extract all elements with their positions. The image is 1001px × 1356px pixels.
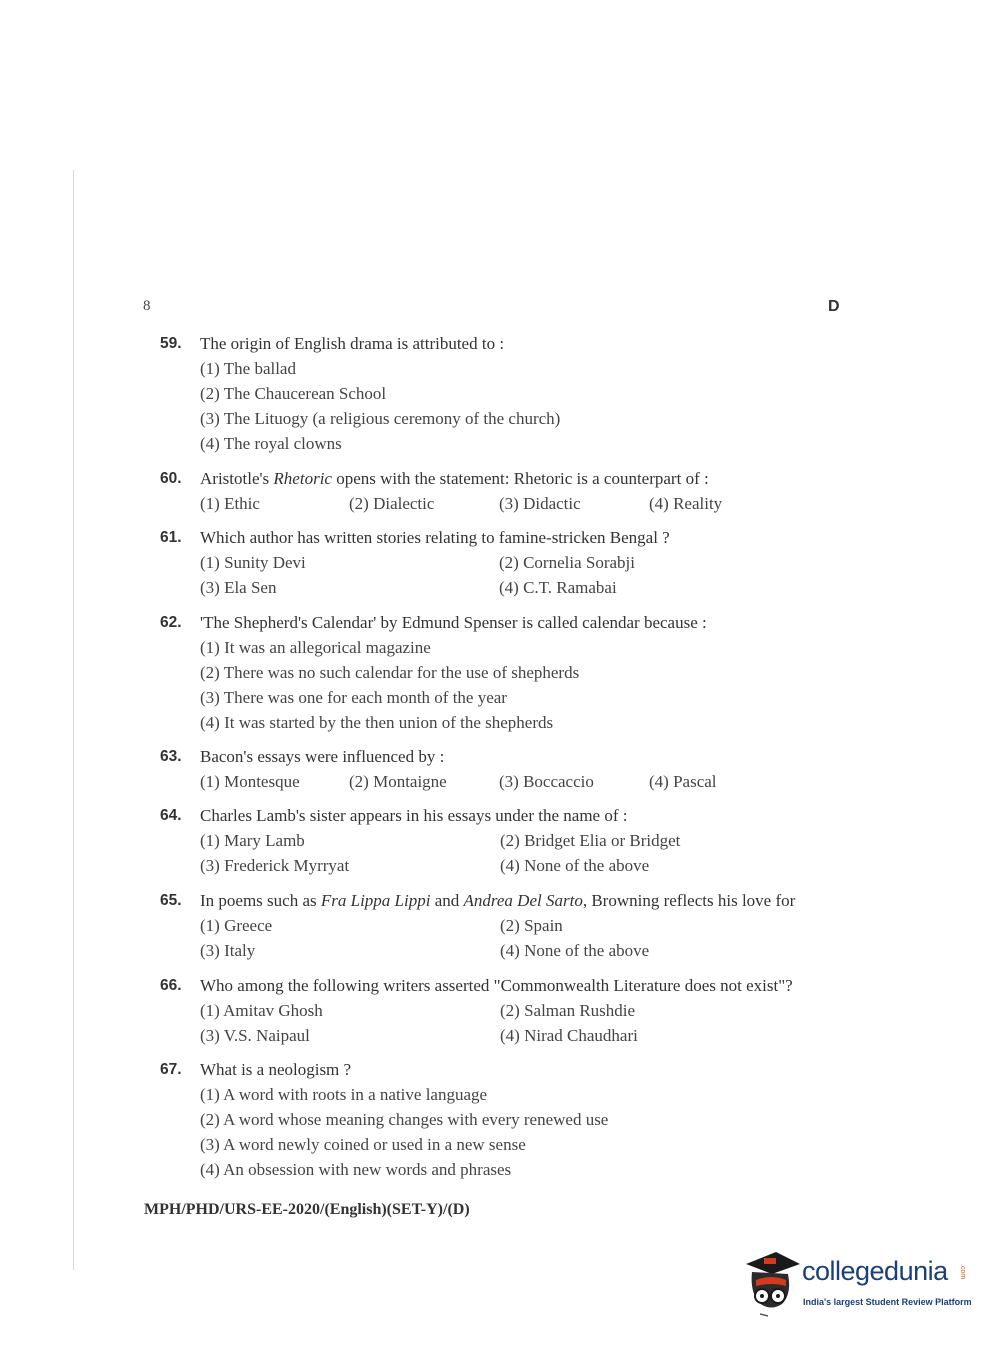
option: (2) Spain — [500, 916, 563, 935]
option: (4) It was started by the then union of the shepherds — [200, 713, 554, 732]
question-number: 61. — [160, 529, 182, 546]
question-number: 62. — [160, 614, 182, 631]
option: (2) Montaigne — [349, 772, 447, 791]
question-text: Which author has written stories relating to famine-stricken Bengal ? — [200, 528, 670, 547]
question-number: 65. — [160, 892, 182, 909]
option: (2) Bridget Elia or Bridget — [500, 831, 681, 850]
option: (4) None of the above — [500, 856, 650, 875]
option: (3) A word newly coined or used in a new sense — [200, 1135, 526, 1154]
option: (3) V.S. Naipaul — [200, 1026, 310, 1045]
option: (1) The ballad — [200, 359, 296, 378]
collegedunia-logo[interactable] — [742, 1250, 972, 1320]
question-number: 59. — [160, 335, 182, 352]
footer-code: MPH/PHD/URS-EE-2020/(English)(SET-Y)/(D) — [144, 1201, 470, 1218]
option: (2) A word whose meaning changes with every renewed use — [200, 1110, 609, 1129]
question-number: 67. — [160, 1061, 182, 1078]
logo-suffix: .com — [959, 1264, 966, 1280]
option: (3) Didactic — [499, 494, 581, 513]
option: (3) Frederick Myrryat — [200, 856, 350, 875]
option: (1) Amitav Ghosh — [200, 1001, 323, 1020]
option: (3) Boccaccio — [499, 772, 594, 791]
question-text: Who among the following writers asserted "Commonwealth Literature does not exist"? — [200, 976, 793, 995]
option: (1) Montesque — [200, 772, 300, 791]
option: (4) Nirad Chaudhari — [500, 1026, 638, 1045]
binding-line — [73, 170, 74, 1270]
option: (2) Salman Rushdie — [500, 1001, 636, 1020]
option: (4) None of the above — [500, 941, 650, 960]
option: (2) There was no such calendar for the use of shepherds — [200, 663, 580, 682]
option: (4) Reality — [649, 494, 723, 513]
option: (1) Greece — [200, 916, 273, 935]
logo-wordmark: collegedunia — [802, 1256, 948, 1286]
question-text: The origin of English drama is attributed to : — [200, 334, 505, 353]
option: (3) Ela Sen — [200, 578, 277, 597]
option: (1) Sunity Devi — [200, 553, 306, 572]
option: (1) It was an allegorical magazine — [200, 638, 431, 657]
question-text: Bacon's essays were influenced by : — [200, 747, 445, 766]
option: (2) Cornelia Sorabji — [499, 553, 635, 572]
question-number: 64. — [160, 807, 182, 824]
graduate-mascot-icon — [742, 1250, 802, 1320]
option: (4) An obsession with new words and phrases — [200, 1160, 512, 1179]
option: (1) Ethic — [200, 494, 260, 513]
option: (4) Pascal — [649, 772, 717, 791]
option: (3) Italy — [200, 941, 256, 960]
option: (1) Mary Lamb — [200, 831, 305, 850]
question-text: In poems such as Fra Lippa Lippi and Andrea Del Sarto, Browning reflects his love for — [200, 891, 796, 910]
question-text: 'The Shepherd's Calendar' by Edmund Spenser is called calendar because : — [200, 613, 707, 632]
page-number: 8 — [143, 298, 151, 314]
option: (3) The Lituogy (a religious ceremony of the church) — [200, 409, 561, 428]
question-text: Charles Lamb's sister appears in his essays under the name of : — [200, 806, 628, 825]
question-number: 66. — [160, 977, 182, 994]
option: (3) There was one for each month of the year — [200, 688, 507, 707]
question-number: 63. — [160, 748, 182, 765]
option: (1) A word with roots in a native language — [200, 1085, 488, 1104]
question-number: 60. — [160, 470, 182, 487]
logo-tagline: India's largest Student Review Platform — [803, 1297, 972, 1307]
option: (4) C.T. Ramabai — [499, 578, 617, 597]
set-code: D — [828, 298, 840, 315]
question-text: Aristotle's Rhetoric opens with the statement: Rhetoric is a counterpart of : — [200, 469, 709, 488]
question-text: What is a neologism ? — [200, 1060, 352, 1079]
option: (2) Dialectic — [349, 494, 435, 513]
option: (4) The royal clowns — [200, 434, 342, 453]
option: (2) The Chaucerean School — [200, 384, 387, 403]
